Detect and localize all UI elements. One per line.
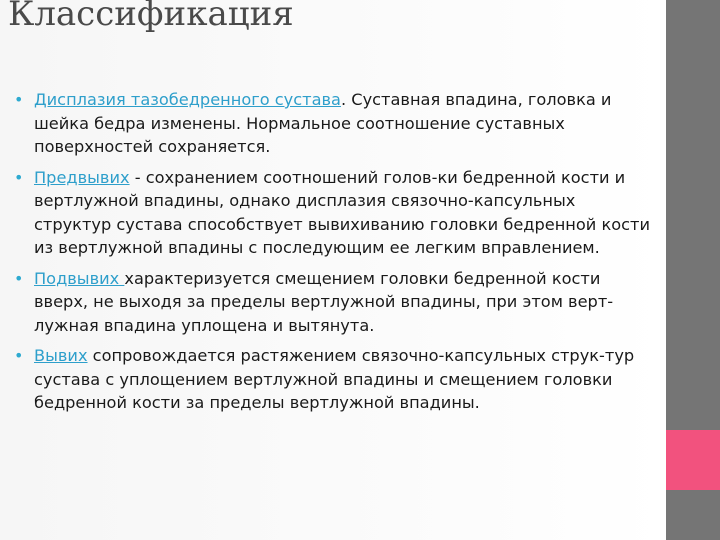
list-item-subluxation: [14, 267, 654, 338]
slide-title: Классификация: [8, 0, 294, 34]
list-item-dislocation: [14, 344, 654, 415]
item-text: сопровождается растяжением связочно-капсульных струк-тур сустава с уплощением вертлужной впадины и смещением головки бедренной кости за пределы вертлужной впадины.: [34, 346, 635, 412]
term-link-subluxation[interactable]: Подвывих: [34, 268, 125, 288]
term-link-dysplasia[interactable]: Дисплазия тазобедренного сустава: [34, 90, 341, 109]
bullet-icon: •: [14, 90, 24, 109]
list-item-predislocation: [14, 166, 654, 260]
term-link-dislocation[interactable]: Вывих: [34, 346, 88, 365]
bullet-icon: •: [14, 167, 24, 187]
bullet-list: [14, 88, 654, 422]
term-link-predislocation[interactable]: Предвывих: [34, 167, 130, 187]
bullet-icon: •: [14, 346, 24, 365]
bullet-icon: •: [14, 268, 24, 288]
item-text: характеризуется смещением головки бедренной кости вверх, не выходя за пределы вертлужной впадины, при этом верт-лужная впадина уплощена и вытянута.: [34, 268, 614, 335]
side-accent-block: [666, 430, 720, 490]
list-item-dysplasia: [14, 88, 654, 159]
item-text: . Суставная впадина, головка и шейка бедра изменены. Нормальное соотношение суставных поверхностей сохраняется.: [34, 90, 612, 156]
item-text: - сохранением соотношений голов-ки бедренной кости и вертлужной впадины, однако дисплазия связочно-капсульных структур сустава способствует вывихиванию головки бедренной кости из вертлужной впадины с последующим ее легким вправлением.: [34, 167, 650, 257]
